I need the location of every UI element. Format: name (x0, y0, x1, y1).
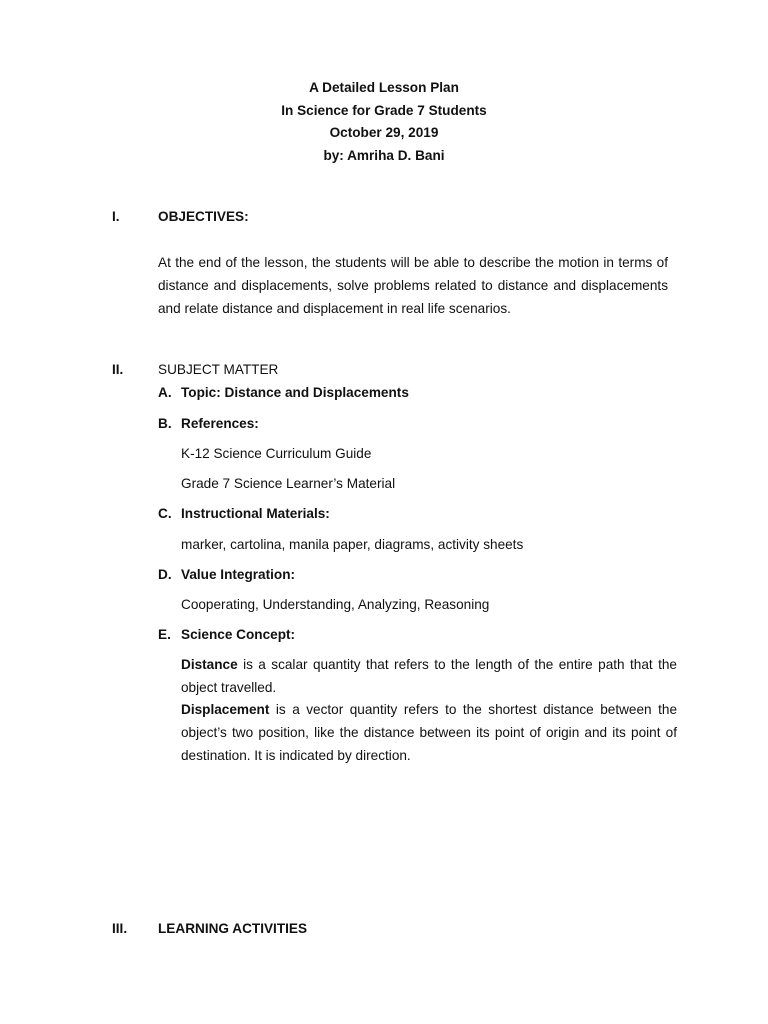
reference-item: K-12 Science Curriculum Guide (181, 446, 372, 461)
concept-label: Science Concept: (181, 627, 296, 642)
references-heading (158, 416, 259, 431)
reference-item: Grade 7 Science Learner’s Material (181, 476, 396, 491)
materials-label: Instructional Materials: (181, 506, 330, 521)
values-label: Value Integration: (181, 567, 296, 582)
section-numeral-objectives: I. (112, 209, 120, 224)
document-date: October 29, 2019 (329, 125, 439, 140)
document-title: A Detailed Lesson Plan (309, 80, 459, 95)
topic-label: Topic: Distance and Displacements (181, 385, 409, 400)
section-numeral-learning-activities: III. (112, 921, 128, 936)
displacement-text: is a vector quantity refers to the shortest distance between the object’s two position, like the distance between its point of origin and its point of destination. It is indicated by direction. (181, 702, 677, 763)
distance-term: Distance (181, 657, 238, 672)
concept-heading (158, 627, 295, 642)
references-label: References: (181, 416, 259, 431)
materials-heading (158, 506, 330, 521)
topic-letter: A. (158, 385, 172, 400)
materials-letter: C. (158, 506, 172, 521)
values-letter: D. (158, 567, 172, 582)
references-letter: B. (158, 416, 172, 431)
section-numeral-subject-matter: II. (112, 362, 124, 377)
section-title-learning-activities: LEARNING ACTIVITIES (158, 921, 308, 936)
values-text: Cooperating, Understanding, Analyzing, Reasoning (181, 597, 490, 612)
section-title-subject-matter: SUBJECT MATTER (158, 362, 279, 377)
topic-heading (158, 385, 409, 400)
values-heading (158, 567, 295, 582)
materials-text: marker, cartolina, manila paper, diagrams, activity sheets (181, 537, 524, 552)
displacement-term: Displacement (181, 702, 270, 717)
document-subject: In Science for Grade 7 Students (281, 102, 487, 118)
objectives-text: At the end of the lesson, the students will be able to describe the motion in terms of distance and displacements, solve problems related to distance and displacements and relate distance and displacement in real life scenarios. (158, 255, 668, 316)
section-title-objectives: OBJECTIVES: (158, 209, 249, 224)
distance-text: is a scalar quantity that refers to the length of the entire path that the object travelled. (181, 657, 677, 695)
displacement-definition (181, 698, 677, 767)
distance-definition (181, 653, 677, 699)
document-header (0, 77, 768, 167)
concept-letter: E. (158, 627, 171, 642)
document-author: by: Amriha D. Bani (323, 147, 445, 163)
